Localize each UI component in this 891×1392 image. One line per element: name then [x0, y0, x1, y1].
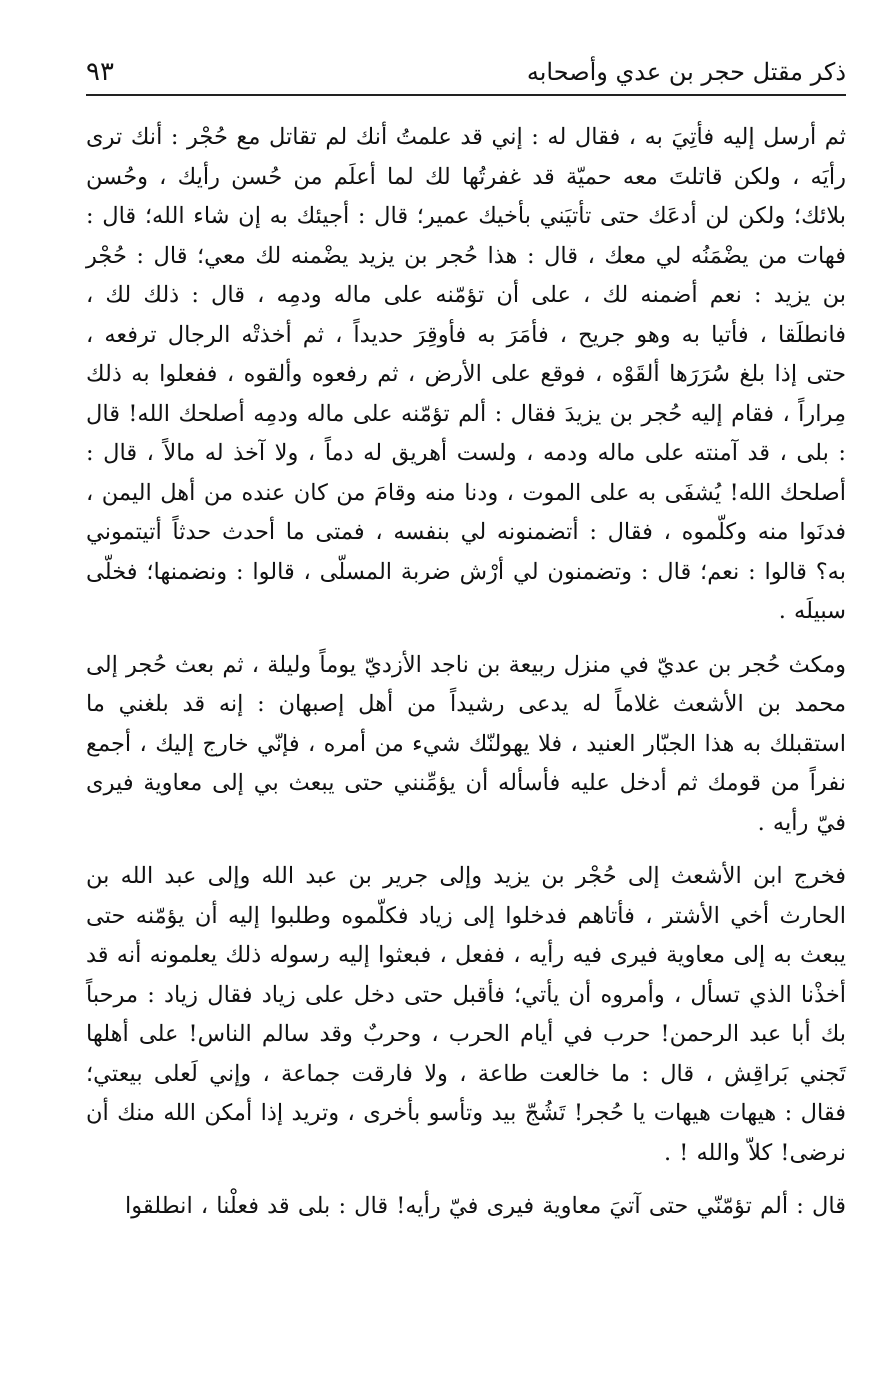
paragraph: ثم أرسل إليه فأتِيَ به ، فقال له : إني قد علمتُ أنك لم تقاتل مع حُجْر : أنك ترى رأيَه ، ولكن قاتلتَ معه حميّة قد غفرتُها لك لما أعلَم من حُسن رأيك ، وحُسن بلائك؛ ولكن لن أدعَك حتى تأتيَني بأخيك عمير؛ قال : أجيئك به إن شاء الله؛ قال : فهات من يضْمَنُه لي معك ، قال : هذا حُجر بن يزيد يضْمنه لك معي؛ قال : حُجْر بن يزيد : نعم أضمنه لك ، على أن تؤمّنه على ماله ودمِه ، قال : ذلك لك ، فانطلَقا ، فأتيا به وهو جريح ، فأمَرَ به فأوقِرَ حديداً ، ثم أخذتْه الرجال ترفعه ، حتى إذا بلغ سُرَرَها ألقَوْه ، فوقع على الأرض ، ثم رفعوه وألقوه ، ففعلوا به ذلك مِراراً ، فقام إليه حُجر بن يزيدَ فقال : ألم تؤمّنه على ماله ودمِه أصلحك الله! قال : بلى ، قد آمنته على ماله ودمه ، ولست أهريق له دماً ، ولا آخذ له مالاً ، قال : أصلحك الله! يُشفَى به على الموت ، ودنا منه وقامَ من كان عنده من أهل اليمن ، فدنَوا منه وكلّموه ، فقال : أتضمنونه لي بنفسه ، فمتى ما أحدث حدثاً أتيتموني به؟ قالوا : نعم؛ قال : وتضمنون لي أرْش ضربة المسلّى ، قالوا : ونضمنها؛ فخلّى سبيلَه .: [86, 124, 846, 624]
page-header: [86, 48, 846, 96]
running-title: ذكر مقتل حجر بن عدي وأصحابه: [526, 58, 846, 86]
paragraph: قال : ألم تؤمّنّي حتى آتيَ معاوية فيرى فيّ رأيه! قال : بلى قد فعلْنا ، انطلقوا: [125, 1193, 846, 1219]
paragraph: ومكث حُجر بن عديّ في منزل ربيعة بن ناجد الأزديّ يوماً وليلة ، ثم بعث حُجر إلى محمد بن الأشعث غلاماً له يدعى رشيداً من أهل إصبهان : إنه قد بلغني ما استقبلك به هذا الجبّار العنيد ، فلا يهولنّك شيء من أمره ، فإنّي خارج إليك ، أجمع نفراً من قومك ثم أدخل عليه فأسأله أن يؤمِّنني حتى يبعث بي إلى معاوية فيرى فيّ رأيه .: [86, 651, 846, 836]
paragraph: فخرج ابن الأشعث إلى حُجْر بن يزيد وإلى جرير بن عبد الله وإلى عبد الله بن الحارث أخي الأشتر ، فأتاهم فدخلوا إلى زياد فكلّموه وطلبوا إليه أن يؤمّنه حتى يبعث به إلى معاوية فيرى فيه رأيه ، ففعل ، فبعثوا إليه رسوله ذلك يعلمونه أنه قد أخذْنا الذي تسأل ، وأمروه أن يأتي؛ فأقبل حتى دخل على زياد فقال زياد : مرحباً بك أبا عبد الرحمن! حرب في أيام الحرب ، وحربٌ وقد سالم الناس! على أهلها تَجني بَراقِش ، قال : ما خالعت طاعة ، ولا فارقت جماعة ، وإني لَعلى بيعتي؛ فقال : هيهات هيهات يا حُجر! تَشُجّ بيد وتأسو بأخرى ، وتريد إذا أمكن الله منك أن نرضى! كلاّ والله ! .: [86, 863, 846, 1166]
page-number: ٩٣: [86, 57, 114, 87]
body-text: [86, 118, 846, 1227]
